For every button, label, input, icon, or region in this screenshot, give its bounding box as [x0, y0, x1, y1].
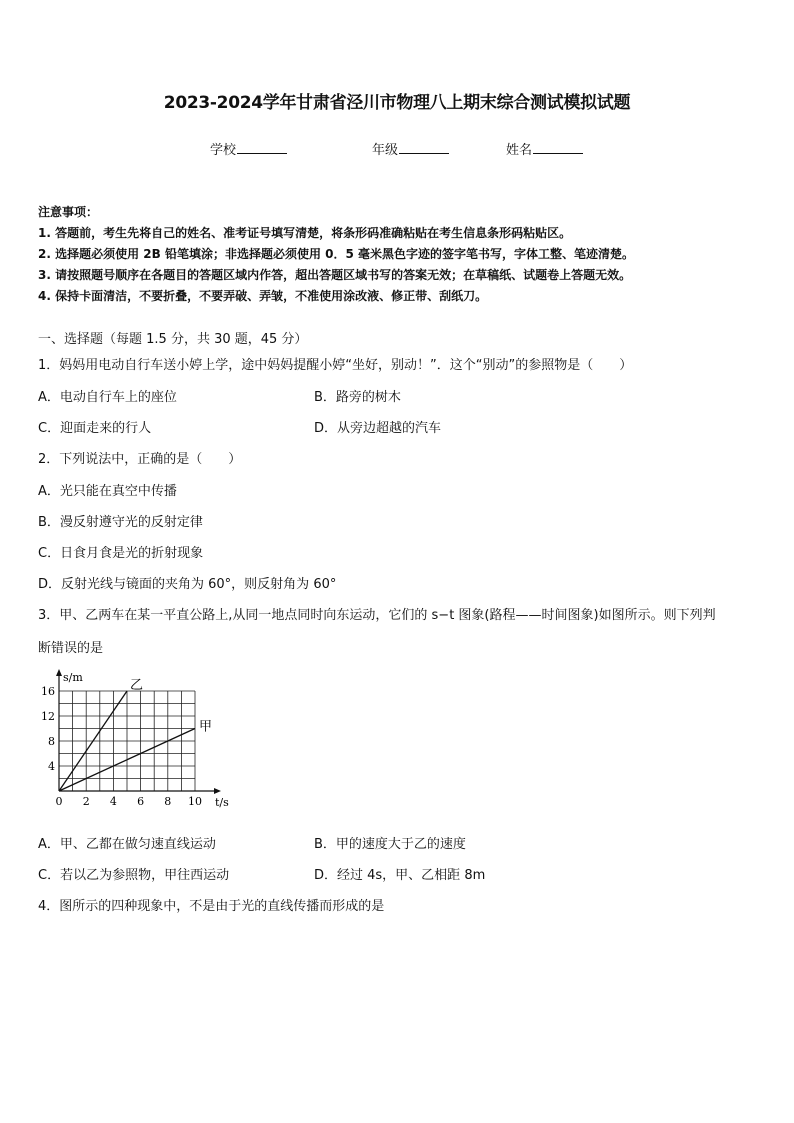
notice-item: 2. 选择题必须使用 2B 铅笔填涂；非选择题必须使用 0．5 毫米黑色字迹的签字笔书写，字体工整、笔迹清楚。	[38, 247, 634, 261]
series-labels	[130, 678, 212, 735]
grade-blank	[399, 141, 449, 154]
x-tick-label: 10	[188, 795, 202, 808]
name-blank	[533, 141, 583, 154]
question-2-option-c: C．日食月食是光的折射现象	[38, 546, 204, 561]
y-axis-arrow	[56, 669, 62, 676]
x-tick-label: 0	[55, 795, 63, 808]
question-3-stem-cont: 断错误的是	[38, 641, 104, 656]
notice-item: 3. 请按照题号顺序在各题目的答题区域内作答，超出答题区域书写的答案无效；在草稿纸、试题卷上答题无效。	[38, 268, 632, 282]
x-tick-label: 4	[109, 795, 117, 808]
y-axis-label: s/m	[63, 671, 83, 684]
section-heading: 一、选择题（每题 1.5 分，共 30 题，45 分）	[38, 332, 308, 347]
question-3-stem: 3．甲、乙两车在某一平直公路上,从同一地点同时向东运动，它们的 s−t 图象(路程——时间图象)如图所示。则下列判	[38, 608, 716, 623]
question-3-option-b: B．甲的速度大于乙的速度	[314, 837, 466, 852]
x-tick-label: 2	[82, 795, 90, 808]
series-label: 甲	[199, 719, 213, 735]
question-1-option-d: D．从旁边超越的汽车	[314, 421, 442, 436]
page-title: 2023-2024学年甘肃省泾川市物理八上期末综合测试模拟试题	[163, 93, 631, 113]
st-graph	[38, 664, 258, 814]
notice-item: 4. 保持卡面清洁，不要折叠，不要弄破、弄皱，不准使用涂改液、修正带、刮纸刀。	[38, 289, 488, 303]
series-label: 乙	[130, 678, 144, 693]
y-tick-label: 8	[48, 735, 55, 748]
school-field	[210, 139, 287, 158]
y-tick-label: 16	[41, 685, 55, 698]
question-4-stem: 4．图所示的四种现象中，不是由于光的直线传播而形成的是	[38, 899, 385, 914]
chart-grid	[59, 691, 195, 791]
question-1-option-b: B．路旁的树木	[314, 390, 401, 405]
x-axis-arrow	[214, 788, 221, 794]
question-1-option-a: A．电动自行车上的座位	[38, 390, 177, 405]
x-tick-label: 8	[164, 795, 172, 808]
x-axis-label: t/s	[215, 796, 229, 809]
name-field	[506, 139, 583, 158]
question-2-option-a: A．光只能在真空中传播	[38, 484, 177, 499]
name-label: 姓名	[506, 143, 533, 158]
question-1-stem: 1．妈妈用电动自行车送小婷上学，途中妈妈提醒小婷“坐好，别动！”．这个“别动”的参照物是（ ）	[38, 358, 633, 373]
y-tick-label: 4	[48, 760, 55, 773]
y-tick-label: 12	[41, 710, 55, 723]
question-2-option-d: D．反射光线与镜面的夹角为 60°，则反射角为 60°	[38, 577, 337, 592]
school-label: 学校	[210, 143, 237, 158]
question-1-option-c: C．迎面走来的行人	[38, 421, 152, 436]
notice-heading: 注意事项：	[38, 205, 99, 219]
grade-label: 年级	[372, 143, 399, 158]
question-3-option-d: D．经过 4s，甲、乙相距 8m	[314, 868, 486, 883]
grade-field	[372, 139, 449, 158]
question-2-option-b: B．漫反射遵守光的反射定律	[38, 515, 203, 530]
x-tick-label: 6	[137, 795, 145, 808]
question-2-stem: 2．下列说法中，正确的是（ ）	[38, 452, 242, 467]
school-blank	[237, 141, 287, 154]
question-3-option-a: A．甲、乙都在做匀速直线运动	[38, 837, 216, 852]
notice-item: 1. 答题前，考生先将自己的姓名、准考证号填写清楚，将条形码准确粘贴在考生信息条形码粘贴区。	[38, 226, 572, 240]
question-3-option-c: C．若以乙为参照物，甲往西运动	[38, 868, 230, 883]
